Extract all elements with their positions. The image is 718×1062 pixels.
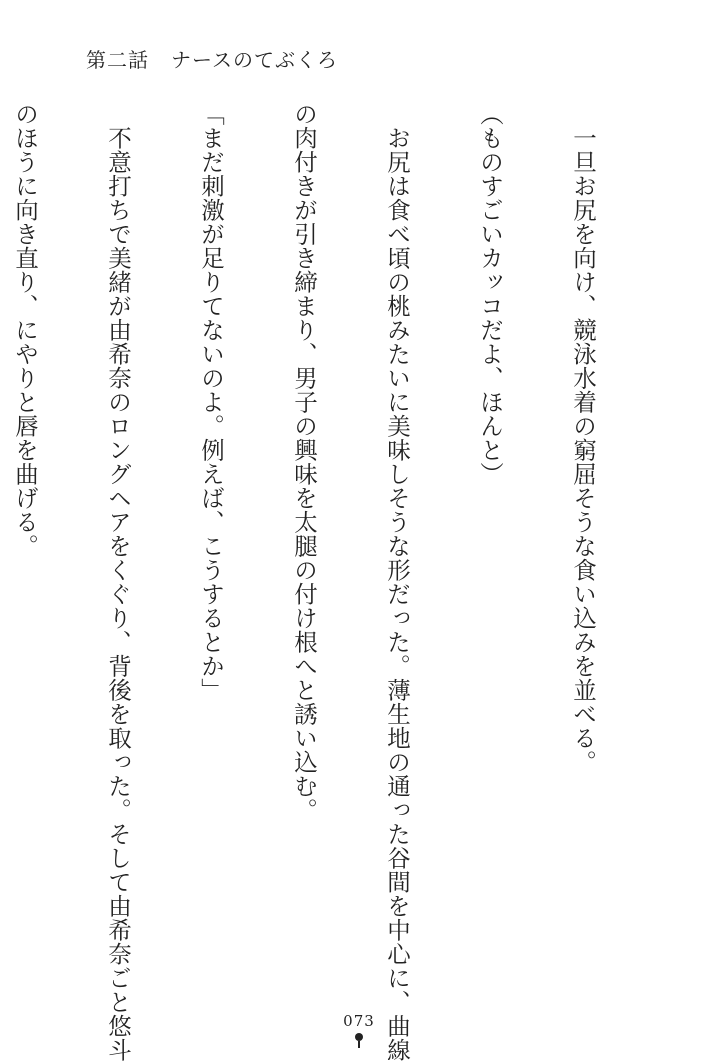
page-number: 073 — [343, 1012, 375, 1030]
page-tick-ornament — [358, 1041, 360, 1048]
text-line: のほうに向き直り、にやりと唇を曲げる。 — [11, 102, 39, 558]
chapter-title: ナースのてぶくろ — [171, 48, 338, 72]
text-line: 一旦お尻を向け、競泳水着の窮屈そうな食い込みを並べる。 — [569, 102, 597, 774]
text-line: の肉付きが引き締まり、男子の興味を太腿の付け根へと誘い込む。 — [290, 102, 318, 822]
chapter-number: 第二話 — [86, 48, 149, 72]
text-line: 「まだ刺激が足りてないのよ。例えば、こうするとか」 — [197, 102, 225, 702]
text-line: お尻は食べ頃の桃みたいに美味しそうな形だった。薄生地の通った谷間を中心に、曲線 — [383, 102, 411, 1062]
text-line: （ものすごいカッコだよ、ほんと） — [476, 102, 504, 486]
chapter-header — [86, 50, 338, 70]
page-dot-ornament — [355, 1033, 363, 1041]
text-line: 不意打ちで美緒が由希奈のロングヘアをくぐり、背後を取った。そして由希奈ごと悠斗 — [104, 102, 132, 1062]
